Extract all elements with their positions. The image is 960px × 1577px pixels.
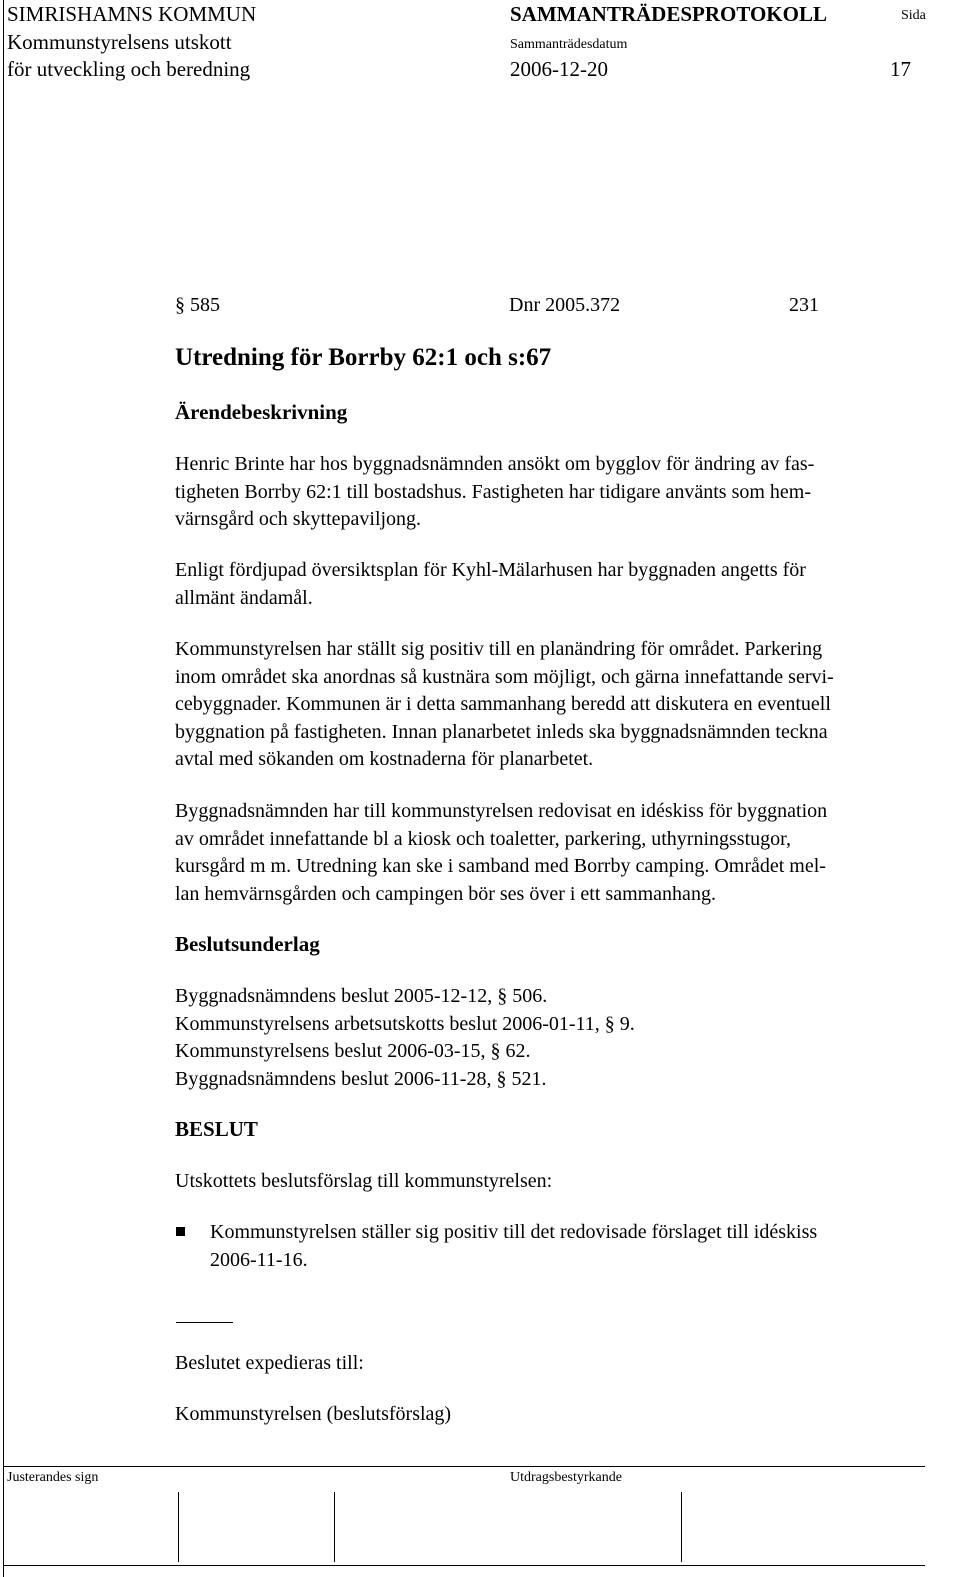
basis-item: Kommunstyrelsens beslut 2006-03-15, § 62. [175,1040,531,1062]
text-line: 2006-11-16. [210,1248,308,1271]
basis-list [175,983,955,1093]
committee-line-1: Kommunstyrelsens utskott [7,30,232,54]
text-line: Kommunstyrelsen ställer sig positiv till det redovisade förslaget till idéskiss [210,1221,818,1243]
basis-item: Byggnadsnämndens beslut 2005-12-12, § 506. [175,985,548,1007]
text-line: tigheten Borrby 62:1 till bostadshus. Fastigheten har tidigare använts som hem- [175,480,812,503]
text-line: lan hemvärnsgården och campingen bör ses över i ett sammanhang. [175,882,716,905]
footer-bottom-rule [3,1565,925,1566]
committee-line-2: för utveckling och beredning [7,57,251,81]
bullet-square-icon [176,1227,185,1236]
basis-item: Byggnadsnämndens beslut 2006-11-28, § 521. [175,1067,547,1090]
utdragsbestyrkande-label: Utdragsbestyrkande [510,1470,622,1485]
footer-divider-1 [178,1492,179,1562]
case-ref-number: 231 [789,294,819,316]
description-paragraph-2 [175,557,955,612]
separator-rule [176,1322,233,1323]
basis-item: Kommunstyrelsens arbetsutskotts beslut 2006-01-11, § 9. [175,1012,635,1035]
description-paragraph-3 [175,636,955,774]
dispatch-label: Beslutet expedieras till: [175,1352,364,1374]
text-line: byggnation på fastigheten. Innan planarbetet inleds ska byggnadsnämnden teckna [175,720,828,743]
text-line: kursgård m m. Utredning kan ske i samband med Borrby camping. Området mel- [175,855,826,877]
text-line: Henric Brinte har hos byggnadsnämnden ansökt om bygglov för ändring av fas- [175,453,815,475]
text-line: inom området ska anordnas så kustnära som möjligt, och gärna innefattande servi- [175,665,834,688]
text-line: allmänt ändamål. [175,586,313,609]
text-line: Enligt fördjupad översiktsplan för Kyhl-Mälarhusen har byggnaden angetts för [175,559,806,581]
municipality-name: SIMRISHAMNS KOMMUN [7,2,257,26]
page-number: 17 [890,57,911,81]
page-label: Sida [901,8,926,23]
footer-divider-3 [681,1492,682,1562]
decision-bullet [210,1219,950,1274]
description-paragraph-1 [175,451,955,534]
text-line: Byggnadsnämnden har till kommunstyrelsen redovisat en idéskiss för byggnation [175,800,828,822]
dispatch-recipient: Kommunstyrelsen (beslutsförslag) [175,1403,452,1425]
justerandes-sign-label: Justerandes sign [7,1470,99,1485]
footer-divider-2 [334,1492,335,1562]
left-margin-line [3,0,4,1577]
text-line: avtal med sökanden om kostnaderna för planarbetet. [175,748,594,770]
decision-intro: Utskottets beslutsförslag till kommunstyrelsen: [175,1170,553,1192]
paragraph-number: § 585 [175,294,220,316]
protocol-title: SAMMANTRÄDESPROTOKOLL [510,2,827,26]
text-line: Kommunstyrelsen har ställt sig positiv till en planändring för området. Parkering [175,638,823,660]
basis-heading: Beslutsunderlag [175,932,320,956]
case-dnr: Dnr 2005.372 [509,294,621,316]
case-title: Utredning för Borrby 62:1 och s:67 [175,344,552,371]
description-heading: Ärendebeskrivning [175,400,348,424]
text-line: av området innefattande bl a kiosk och toaletter, parkering, uthyrningsstugor, [175,827,791,850]
text-line: värnsgård och skyttepaviljong. [175,508,422,530]
meeting-date: 2006-12-20 [510,57,608,81]
description-paragraph-4 [175,798,955,908]
footer-top-rule [3,1466,925,1467]
decision-heading: BESLUT [175,1117,258,1141]
meeting-date-label: Sammanträdesdatum [510,37,628,52]
text-line: cebyggnader. Kommunen är i detta sammanhang beredd att diskutera en eventuell [175,693,831,715]
